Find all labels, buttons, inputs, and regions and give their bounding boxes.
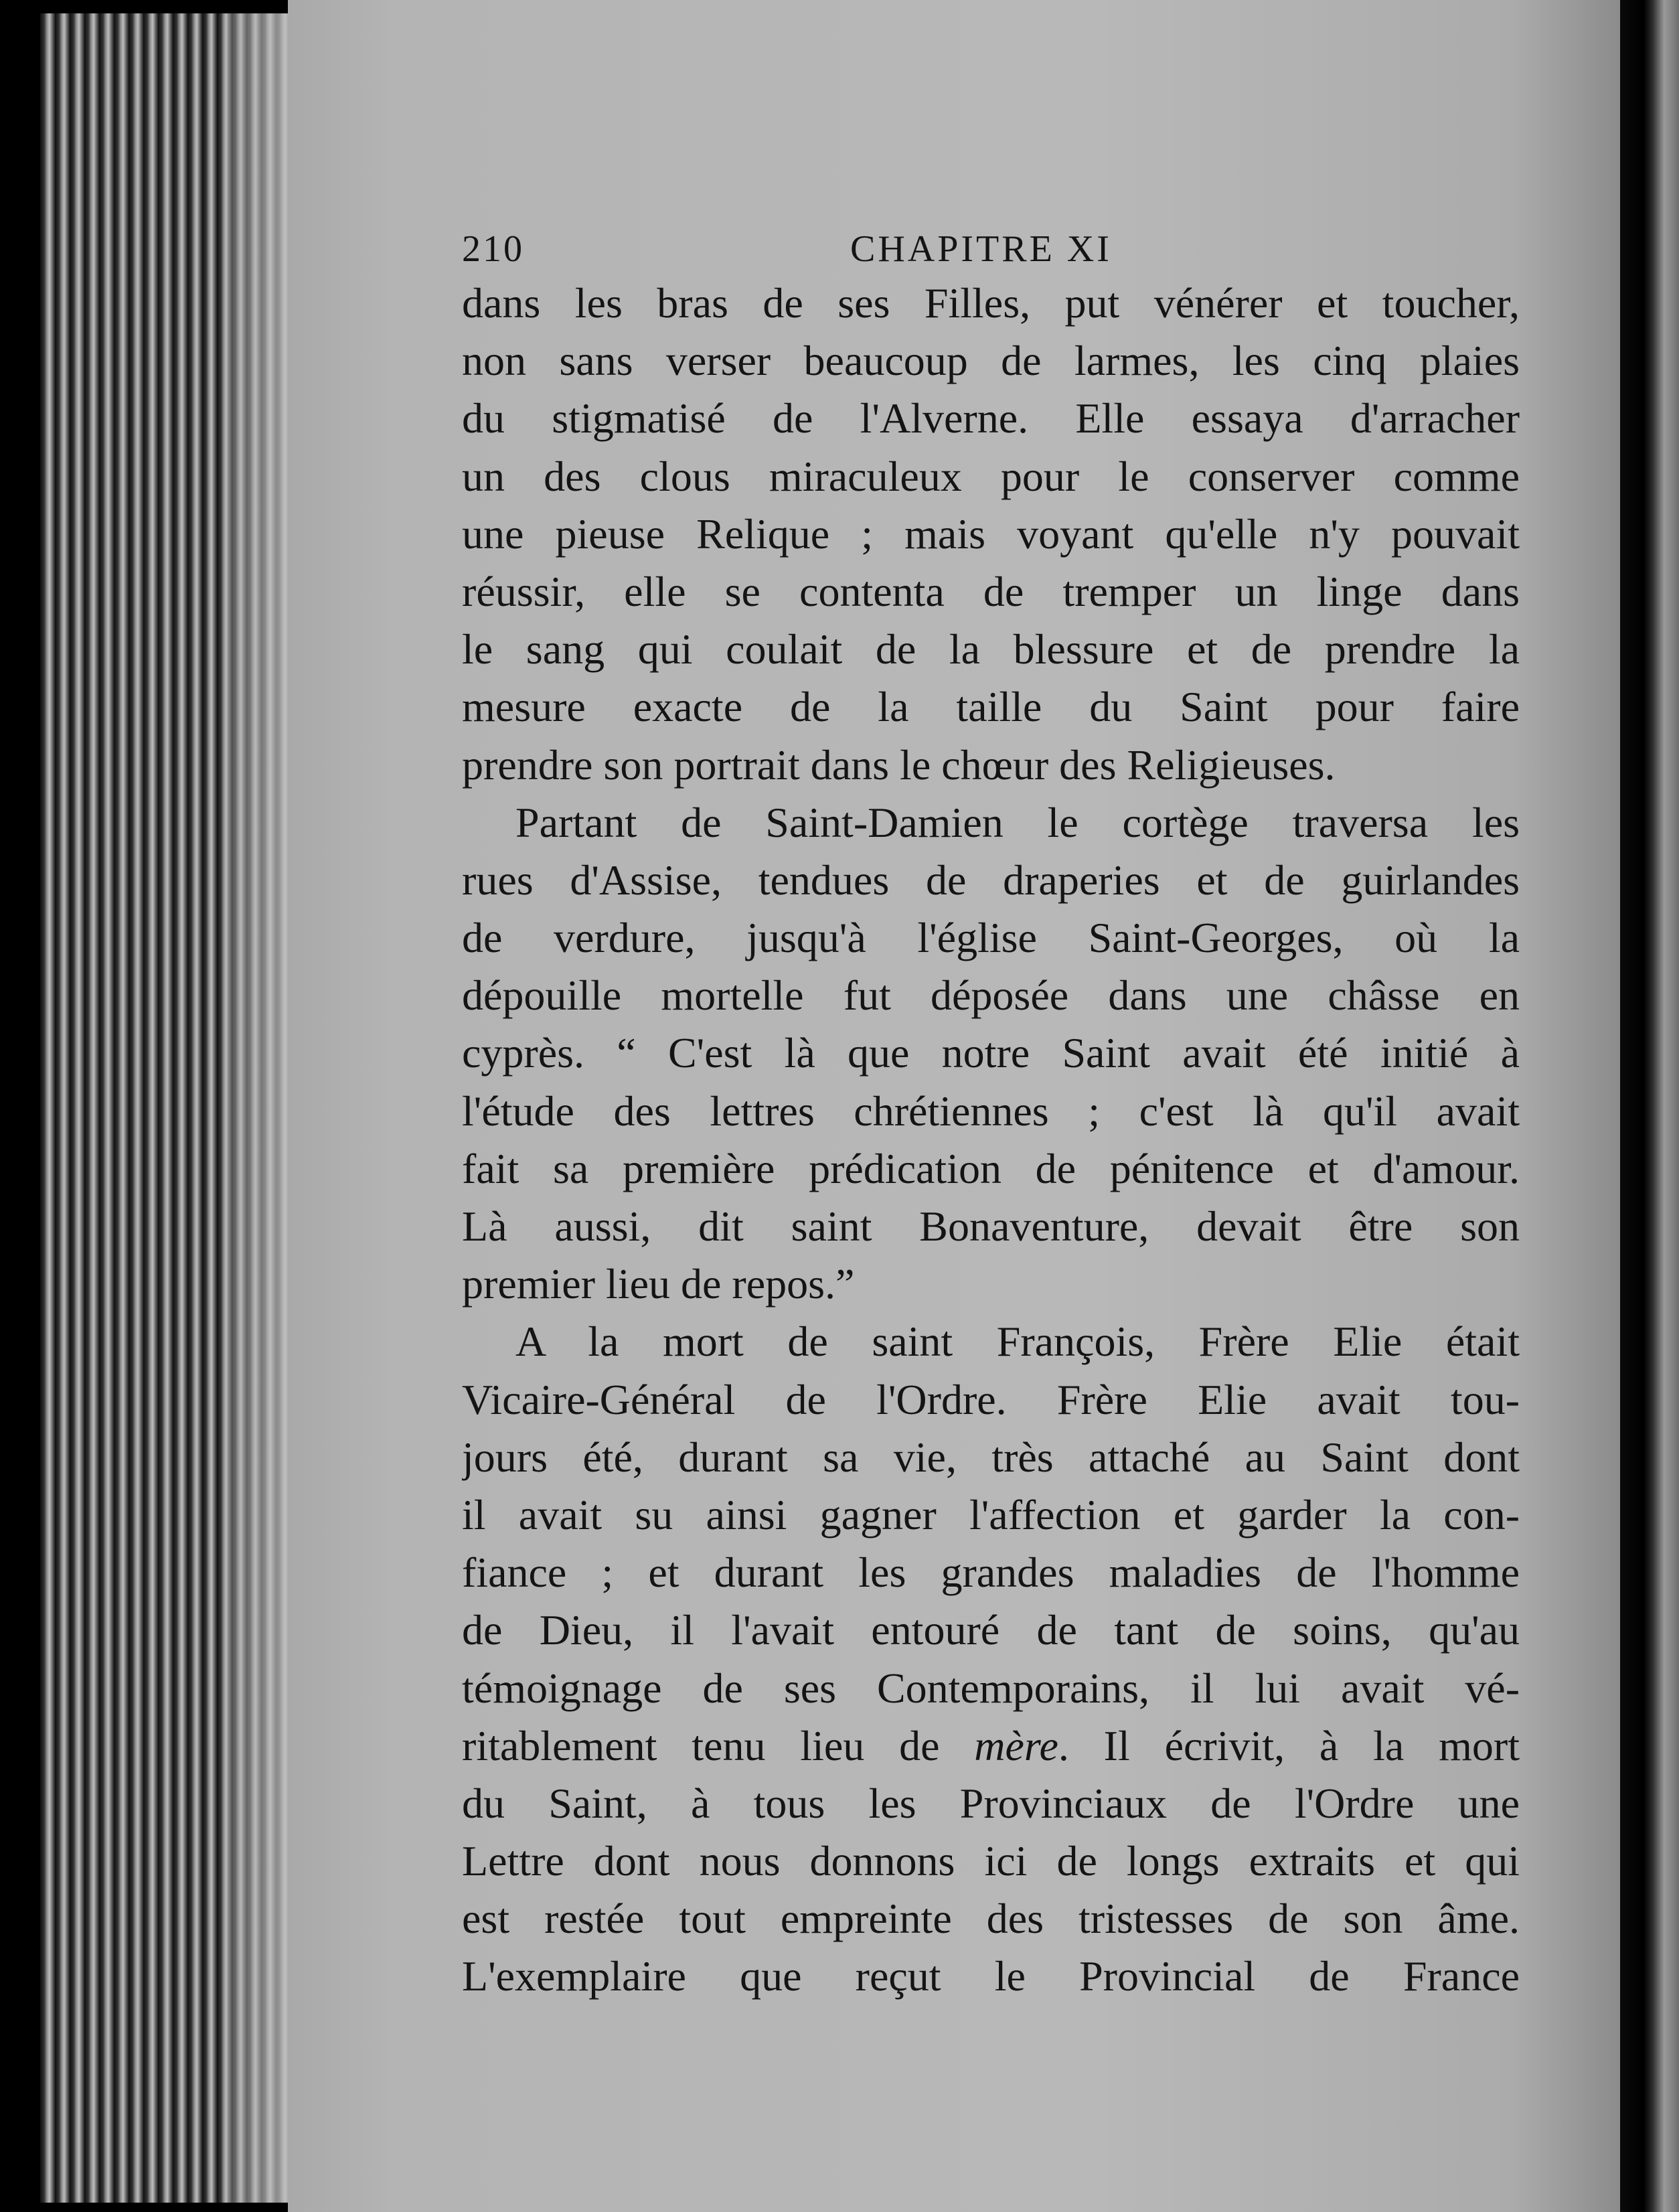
text-line: de Dieu, il l'avait entouré de tant de soins, qu'au [462,1606,1520,1654]
text-line: L'exemplaire que reçut le Provincial de France [462,1952,1520,2000]
text-line: Lettre dont nous donnons ici de longs extraits et qui [462,1837,1520,1885]
text-line: mesure exacte de la taille du Saint pour faire [462,683,1520,731]
text-line: jours été, durant sa vie, très attaché au Saint dont [462,1433,1520,1481]
text-line: l'étude des lettres chrétiennes ; c'est là qu'il avait [462,1087,1520,1135]
text-line: le sang qui coulait de la blessure et de prendre la [462,625,1520,674]
text-fragment: . Il écrivit, à la mort [1058,1721,1520,1769]
text-line: Là aussi, dit saint Bonaventure, devait être son [462,1202,1520,1250]
text-line: Vicaire-Général de l'Ordre. Frère Elie avait tou- [462,1375,1520,1423]
paragraph-1 [462,274,1520,794]
page-text-block [462,214,1520,2006]
text-line: prendre son portrait dans le chœur des Religieuses. [462,740,1336,789]
text-fragment: ritablement tenu lieu de [462,1721,975,1769]
text-line: fiance ; et durant les grandes maladies de l'homme [462,1549,1520,1597]
italic-word: mère [974,1721,1058,1769]
text-line: est restée tout empreinte des tristesses de son âme. [462,1895,1520,1943]
text-line: il avait su ainsi gagner l'affection et garder la con- [462,1490,1520,1538]
text-line: un des clous miraculeux pour le conserver comme [462,452,1520,500]
paragraph-3 [462,1313,1520,2005]
paragraph-2 [462,794,1520,1314]
text-line: cyprès. “ C'est là que notre Saint avait été initié à [462,1029,1520,1077]
text-line: témoignage de ses Contemporains, il lui avait vé- [462,1664,1520,1712]
text-line-with-italic [462,1717,1520,1775]
text-line: Partant de Saint-Damien le cortège traversa les [515,798,1520,846]
text-line: fait sa première prédication de pénitence et d'amour. [462,1144,1520,1192]
text-line: du stigmatisé de l'Alverne. Elle essaya d'arracher [462,394,1520,443]
text-line: premier lieu de repos.” [462,1260,855,1308]
running-head [462,214,1520,274]
text-line: du Saint, à tous les Provinciaux de l'Ordre une [462,1779,1520,1827]
text-line: une pieuse Relique ; mais voyant qu'elle n'y pouvait [462,509,1520,558]
text-line: dépouille mortelle fut déposée dans une châsse en [462,971,1520,1020]
text-line: non sans verser beaucoup de larmes, les cinq plaies [462,337,1520,385]
chapter-title: CHAPITRE XI [850,228,1112,270]
page-number: 210 [462,228,524,270]
right-page-gutter [1620,0,1679,2212]
text-line: de verdure, jusqu'à l'église Saint-Georges, où la [462,914,1520,962]
text-line: réussir, elle se contenta de tremper un linge dans [462,567,1520,615]
book-page-edges [40,13,308,2203]
text-line: rues d'Assise, tendues de draperies et de guirlandes [462,856,1520,904]
text-line: dans les bras de ses Filles, put vénérer et toucher, [462,279,1520,327]
text-line: A la mort de saint François, Frère Elie était [515,1318,1520,1366]
